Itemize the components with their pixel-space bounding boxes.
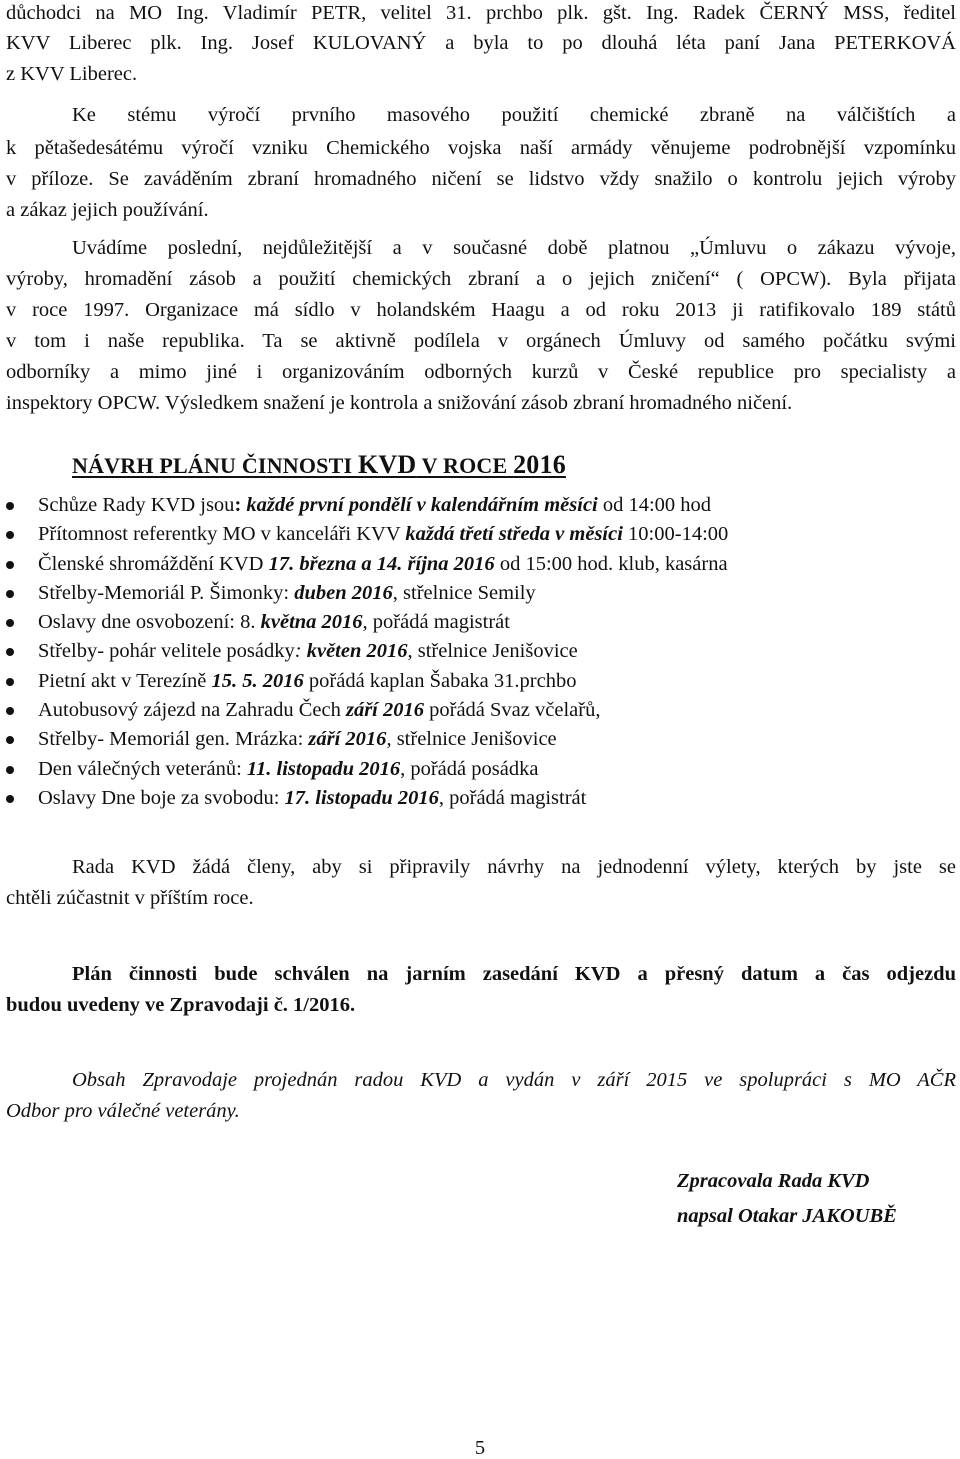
plan-item: Přítomnost referentky MO v kanceláři KVV každá třetí středa v měsíci 10:00-14:00 [0, 520, 960, 549]
bullet-icon [6, 561, 14, 569]
plan-item: Střelby- Memoriál gen. Mrázka: září 2016, střelnice Jenišovice [0, 725, 960, 754]
plan-item: Oslavy dne osvobození: 8. května 2016, pořádá magistrát [0, 608, 960, 637]
plan-heading [72, 449, 672, 482]
anniversary-line-2: k pětašedesátému výročí vzniku Chemického vojska naší armády věnujeme podrobnější vzpomínku [6, 137, 956, 159]
signature-line-2: napsal Otakar JAKOUBĚ [677, 1205, 897, 1227]
bullet-icon [6, 766, 14, 774]
plan-item: Autobusový zájezd na Zahradu Čech září 2016 pořádá Svaz včelařů, [0, 696, 960, 725]
plan-list [0, 491, 960, 813]
bullet-icon [6, 648, 14, 656]
approval-line-2: budou uvedeny ve Zpravodaji č. 1/2016. [6, 994, 356, 1016]
intro-line-3: z KVV Liberec. [6, 63, 138, 85]
intro-line-2: KVV Liberec plk. Ing. Josef KULOVANÝ a byla to po dlouhá léta paní Jana PETERKOVÁ [6, 32, 956, 54]
plan-heading-part-2: KVD [357, 450, 417, 479]
credits-line-2: Odbor pro válečné veterány. [6, 1100, 240, 1122]
plan-heading-part-1: NÁVRH PLÁNU ČINNOSTI [72, 453, 358, 478]
anniversary-line-4: a zákaz jejich používání. [6, 199, 209, 221]
convention-line-1: Uvádíme poslední, nejdůležitější a v současné době platnou „Úmluvu o zákazu vývoje, [72, 237, 956, 259]
plan-item: Střelby-Memoriál P. Šimonky: duben 2016, střelnice Semily [0, 579, 960, 608]
convention-line-2: výroby, hromadění zásob a použití chemických zbraní a o jejich zničení“ ( OPCW). Byla přijata [6, 268, 956, 290]
convention-line-5: odborníky a mimo jiné i organizováním odborných kurzů v České republice pro specialisty a [6, 361, 956, 383]
trips-line-1: Rada KVD žádá členy, aby si připravily návrhy na jednodenní výlety, kterých by jste se [72, 856, 956, 878]
plan-heading-part-3: V ROCE [416, 453, 514, 478]
plan-item: Střelby- pohár velitele posádky: květen 2016, střelnice Jenišovice [0, 637, 960, 666]
anniversary-line-3: v příloze. Se zaváděním zbraní hromadného ničení se lidstvo vždy snažilo o kontrolu jejich výroby [6, 168, 956, 190]
plan-item: Schůze Rady KVD jsou: každé první pondělí v kalendářním měsíci od 14:00 hod [0, 491, 960, 520]
intro-line-1: důchodci na MO Ing. Vladimír PETR, velitel 31. prchbo plk. gšt. Ing. Radek ČERNÝ MSS, ředitel [6, 2, 956, 24]
trips-line-2: chtěli zúčastnit v příštím roce. [6, 887, 254, 909]
credits-line-1: Obsah Zpravodaje projednán radou KVD a vydán v září 2015 ve spolupráci s MO AČR [72, 1069, 956, 1091]
convention-line-6: inspektory OPCW. Výsledkem snažení je kontrola a snižování zásob zbraní hromadného ničení. [6, 392, 793, 414]
convention-line-3: v roce 1997. Organizace má sídlo v holandském Haagu a od roku 2013 ji ratifikovalo 189 států [6, 299, 956, 321]
bullet-icon [6, 590, 14, 598]
bullet-icon [6, 736, 14, 744]
signature-line-1: Zpracovala Rada KVD [677, 1170, 870, 1192]
plan-item: Oslavy Dne boje za svobodu: 17. listopadu 2016, pořádá magistrát [0, 784, 960, 813]
approval-line-1: Plán činnosti bude schválen na jarním zasedání KVD a přesný datum a čas odjezdu [72, 963, 956, 985]
bullet-icon [6, 678, 14, 686]
bullet-icon [6, 795, 14, 803]
plan-item: Pietní akt v Terezíně 15. 5. 2016 pořádá kaplan Šabaka 31.prchbo [0, 667, 960, 696]
bullet-icon [6, 502, 14, 510]
anniversary-line-1: Ke stému výročí prvního masového použití chemické zbraně na válčištích a [72, 104, 956, 126]
plan-item: Členské shromáždění KVD 17. března a 14. října 2016 od 15:00 hod. klub, kasárna [0, 550, 960, 579]
plan-item: Den válečných veteránů: 11. listopadu 2016, pořádá posádka [0, 755, 960, 784]
plan-heading-part-4: 2016 [513, 450, 566, 479]
convention-line-4: v tom i naše republika. Ta se aktivně podílela v orgánech Úmluvy od samého počátku svými [6, 330, 956, 352]
page-number: 5 [474, 1437, 486, 1459]
bullet-icon [6, 531, 14, 539]
bullet-icon [6, 619, 14, 627]
bullet-icon [6, 707, 14, 715]
